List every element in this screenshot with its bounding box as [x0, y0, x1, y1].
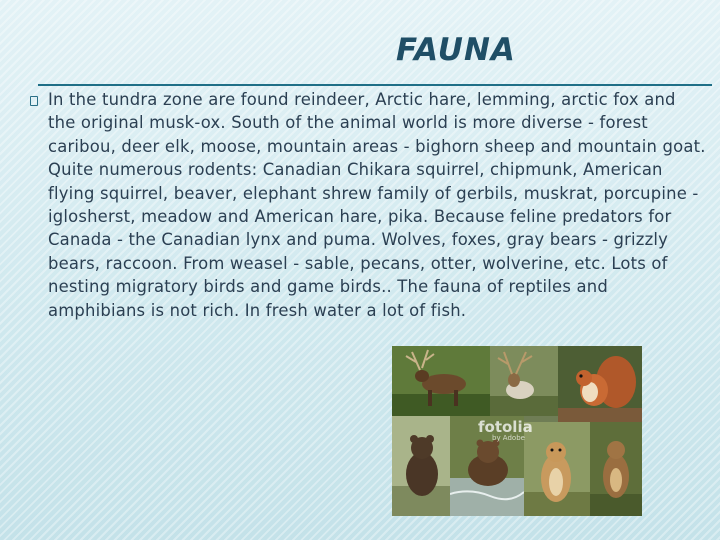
squirrel-photo: [558, 346, 642, 422]
animal-photo-collage: [392, 346, 642, 516]
slide-title: FAUNA: [396, 32, 516, 68]
bullet-icon: [30, 96, 38, 106]
bear-cub-photo: [392, 416, 450, 516]
bullet-text: In the tundra zone are found reindeer, Arctic hare, lemming, arctic fox and the original musk-ox. South of the animal world is more diverse - forest caribou, deer elk, moose, mountain areas - bighorn sheep and mountain goat. Quite numerous rodents: Canadian Chikara squirrel, chipmunk, American flying squirrel, beaver, elephant shrew family of gerbils, muskrat, porcupine - iglosherst, meadow and American hare, pika. Because feline predators for Canada - the Canadian lynx and puma. Wolves, foxes, gray bears - grizzly bears, raccoon. From weasel - sable, pecans, otter, wolverine, etc. Lots of nesting migratory birds and game birds.. The fauna of reptiles and amphibians is not rich. In fresh water a lot of fish.: [48, 90, 706, 320]
watermark: fotolia: [478, 418, 533, 436]
marmot-photo: [590, 422, 642, 516]
elk-photo: [392, 346, 490, 416]
ground-squirrel-photo: [524, 422, 590, 516]
title-divider: [38, 84, 712, 86]
caribou-photo: [490, 346, 558, 416]
watermark-subtitle: by Adobe: [492, 434, 525, 442]
